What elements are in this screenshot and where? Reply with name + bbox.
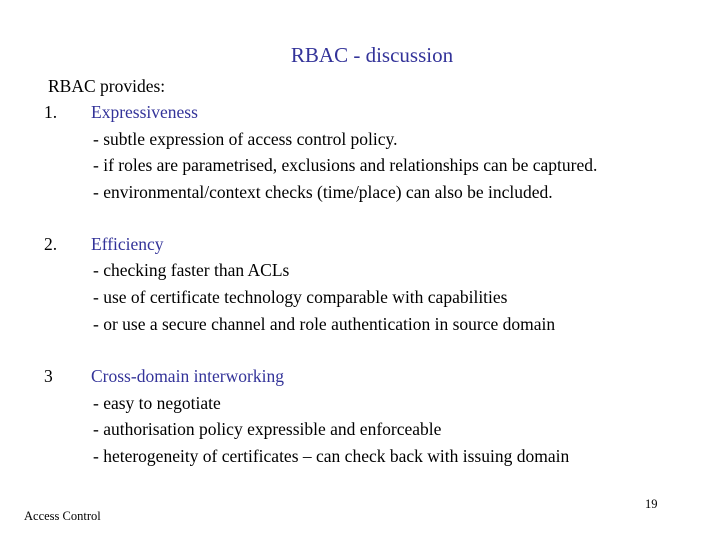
list-item: - checking faster than ACLs <box>93 260 290 280</box>
list-item: - subtle expression of access control policy. <box>93 129 398 149</box>
list-item: - or use a secure channel and role authentication in source domain <box>93 314 556 334</box>
page-number: 19 <box>645 497 658 511</box>
list-item: - heterogeneity of certificates – can check back with issuing domain <box>93 446 570 466</box>
section-number: 1. <box>44 102 58 122</box>
list-item: - authorisation policy expressible and enforceable <box>93 419 442 439</box>
section-number: 2. <box>44 234 58 254</box>
section-heading: Cross-domain interworking <box>91 366 284 386</box>
section-heading: Expressiveness <box>91 102 198 122</box>
footer-label: Access Control <box>24 509 101 523</box>
section-number: 3 <box>44 366 53 386</box>
slide-title: RBAC - discussion <box>290 43 454 67</box>
section-heading: Efficiency <box>91 234 164 254</box>
list-item: - easy to negotiate <box>93 393 221 413</box>
list-item: - use of certificate technology comparable with capabilities <box>93 287 508 307</box>
list-item: - if roles are parametrised, exclusions and relationships can be captured. <box>93 155 598 175</box>
intro-text: RBAC provides: <box>48 76 166 96</box>
list-item: - environmental/context checks (time/place) can also be included. <box>93 182 553 202</box>
